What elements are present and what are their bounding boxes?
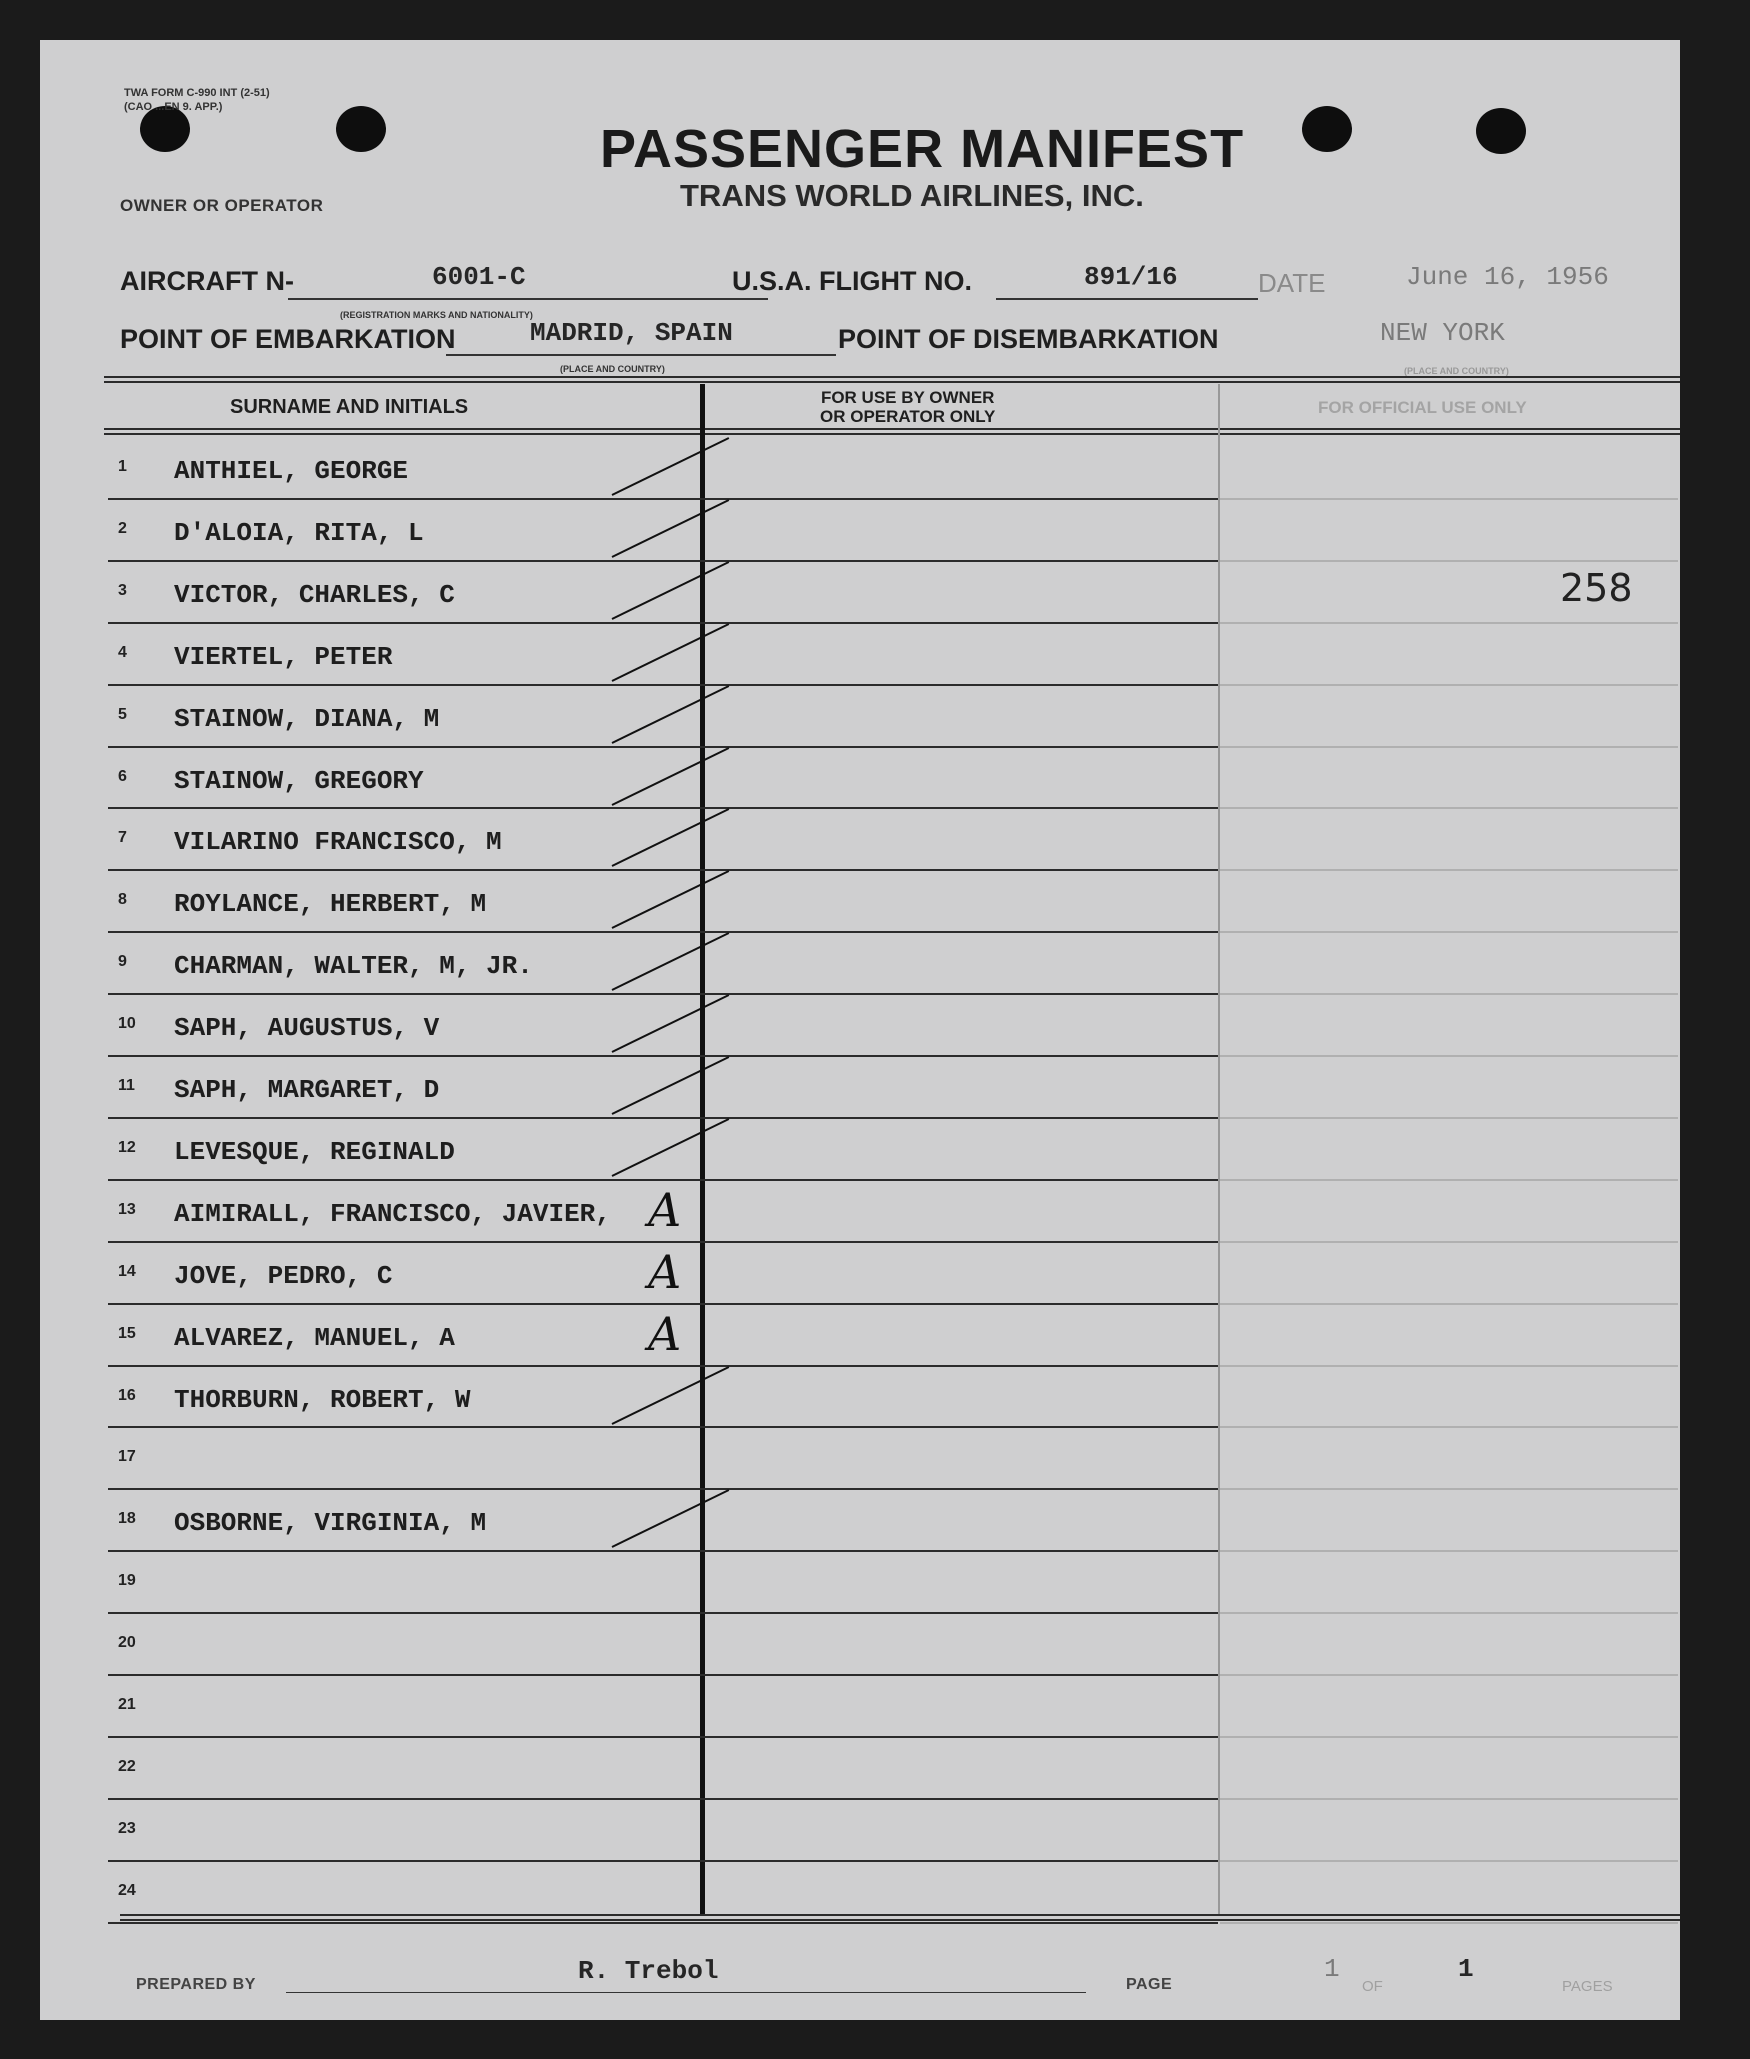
row-rule-official	[1220, 1055, 1678, 1057]
col-owner-use-line2: OR OPERATOR ONLY	[820, 407, 996, 426]
row-rule-official	[1220, 1736, 1678, 1738]
row-rule	[108, 1860, 1218, 1862]
passenger-name: ALVAREZ, MANUEL, A	[174, 1322, 455, 1353]
page-title: PASSENGER MANIFEST	[600, 119, 1245, 179]
passenger-name: ROYLANCE, HERBERT, M	[174, 889, 487, 920]
place-note-2: (PLACE AND COUNTRY)	[1404, 366, 1509, 376]
check-mark	[612, 1366, 730, 1425]
row-rule-official	[1220, 498, 1678, 500]
prepared-by-value: R. Trebol	[578, 1956, 719, 1986]
row-rule	[108, 1612, 1218, 1614]
row-rule	[108, 560, 1218, 562]
row-rule	[108, 1117, 1218, 1119]
row-rule-official	[1220, 1426, 1678, 1428]
passenger-name: CHARMAN, WALTER, M, JR.	[174, 951, 533, 982]
row-rule-official	[1220, 1674, 1678, 1676]
row-number: 12	[118, 1138, 136, 1156]
form-id-line2: (CAO ...EN 9. APP.)	[124, 101, 223, 113]
check-mark	[612, 932, 730, 991]
row-rule-official	[1220, 1798, 1678, 1800]
passenger-name: STAINOW, DIANA, M	[174, 703, 440, 734]
owner-label: OWNER OR OPERATOR	[120, 196, 324, 215]
form-id-line1: TWA FORM C-990 INT (2-51)	[124, 87, 270, 99]
row-number: 7	[118, 829, 127, 847]
row-number: 16	[118, 1386, 136, 1404]
row-rule	[108, 1055, 1218, 1057]
row-rule-official	[1220, 993, 1678, 995]
row-rule	[108, 684, 1218, 686]
row-rule	[108, 1241, 1218, 1243]
row-rule	[108, 498, 1218, 500]
check-mark	[612, 1056, 730, 1115]
date-value: June 16, 1956	[1406, 262, 1609, 292]
row-rule-official	[1220, 560, 1678, 562]
check-mark	[612, 809, 730, 868]
row-rule-official	[1220, 1241, 1678, 1243]
row-rule-official	[1220, 622, 1678, 624]
flight-value: 891/16	[1084, 262, 1178, 292]
passenger-name: VILARINO FRANCISCO, M	[174, 827, 502, 858]
row-number: 1	[118, 458, 127, 475]
check-mark	[612, 1118, 730, 1177]
disembarkation-label: POINT OF DISEMBARKATION	[838, 324, 1219, 354]
row-number: 15	[118, 1324, 136, 1342]
row-rule	[108, 1550, 1218, 1552]
row-rule	[108, 807, 1218, 809]
passenger-name: VIERTEL, PETER	[174, 641, 393, 672]
row-rule	[108, 622, 1218, 624]
embarkation-value: MADRID, SPAIN	[530, 318, 733, 348]
row-rule-official	[1220, 1488, 1678, 1490]
date-label: DATE	[1258, 268, 1326, 298]
row-rule	[108, 931, 1218, 933]
passenger-name: THORBURN, ROBERT, W	[174, 1384, 471, 1415]
row-rule	[108, 1674, 1218, 1676]
passenger-name: SAPH, MARGARET, D	[174, 1075, 440, 1105]
row-number: 17	[118, 1448, 136, 1466]
check-mark	[612, 1489, 730, 1548]
check-mark	[612, 994, 730, 1053]
form-id	[124, 86, 270, 114]
row-rule	[108, 1303, 1218, 1305]
manifest-sheet	[40, 40, 1680, 2020]
row-rule	[108, 1736, 1218, 1738]
page-value: 1	[1324, 1954, 1340, 1984]
check-mark	[612, 747, 730, 806]
row-number: 4	[118, 643, 127, 661]
check-mark	[612, 499, 730, 558]
punch-hole-4	[1476, 108, 1526, 154]
col-official: FOR OFFICIAL USE ONLY	[1318, 398, 1527, 417]
row-rule-official	[1220, 931, 1678, 933]
row-rule-official	[1220, 1550, 1678, 1552]
passenger-name: ANTHIEL, GEORGE	[174, 456, 409, 486]
check-mark	[612, 561, 730, 620]
passenger-name: LEVESQUE, REGINALD	[174, 1136, 455, 1167]
row-rule-official	[1220, 869, 1678, 871]
page-label: PAGE	[1126, 1976, 1173, 1993]
row-number: 24	[118, 1881, 136, 1899]
col-surname: SURNAME AND INITIALS	[230, 396, 469, 418]
row-number: 9	[118, 953, 127, 971]
row-rule-official	[1220, 1117, 1678, 1119]
passenger-name: JOVE, PEDRO, C	[174, 1260, 393, 1291]
col-owner-use-line1: FOR USE BY OWNER	[820, 388, 995, 407]
mark-a: A	[648, 1244, 682, 1299]
row-number: 10	[118, 1015, 136, 1033]
row-number: 2	[118, 519, 127, 537]
row-number: 21	[118, 1696, 136, 1713]
passenger-name: VICTOR, CHARLES, C	[174, 579, 455, 610]
row-number: 22	[118, 1757, 136, 1775]
row-rule-official	[1220, 1860, 1678, 1862]
row-number: 18	[118, 1510, 136, 1528]
row-rule-official	[1220, 1612, 1678, 1614]
row-rule-official	[1220, 746, 1678, 748]
row-number: 11	[118, 1077, 135, 1094]
row-rule-official	[1220, 1303, 1678, 1305]
row-number: 3	[118, 581, 127, 599]
check-mark	[612, 437, 730, 496]
row-rule	[108, 1179, 1218, 1181]
row-number: 8	[118, 891, 127, 909]
aircraft-value: 6001-C	[432, 262, 526, 292]
row-rule-official	[1220, 1922, 1678, 1924]
row-rule	[108, 1426, 1218, 1428]
registration-note: (REGISTRATION MARKS AND NATIONALITY)	[340, 310, 533, 320]
passenger-name: SAPH, AUGUSTUS, V	[174, 1013, 440, 1044]
passenger-name: AIMIRALL, FRANCISCO, JAVIER,	[174, 1198, 611, 1229]
punch-hole-2	[336, 106, 386, 152]
disembarkation-value: NEW YORK	[1380, 318, 1505, 348]
row-number: 14	[118, 1262, 136, 1280]
prepared-by-label: PREPARED BY	[136, 1976, 256, 1993]
row-rule-official	[1220, 1365, 1678, 1367]
punch-hole-3	[1302, 106, 1352, 152]
flight-label: U.S.A. FLIGHT NO.	[732, 266, 972, 296]
row-number: 19	[118, 1572, 136, 1590]
mark-a: A	[648, 1182, 682, 1237]
check-mark	[612, 623, 730, 682]
pages-value: 1	[1458, 1954, 1474, 1984]
embarkation-label: POINT OF EMBARKATION	[120, 324, 456, 354]
mark-a: A	[648, 1306, 682, 1361]
row-rule-official	[1220, 1179, 1678, 1181]
pages-label: PAGES	[1562, 1978, 1613, 1995]
row-rule	[108, 869, 1218, 871]
check-mark	[612, 870, 730, 929]
row-rule-official	[1220, 807, 1678, 809]
passenger-name: OSBORNE, VIRGINIA, M	[174, 1508, 487, 1539]
row-rule	[108, 1365, 1218, 1367]
row-rule	[108, 746, 1218, 748]
of-label: OF	[1362, 1978, 1383, 1995]
row-number: 20	[118, 1634, 136, 1652]
passenger-name: STAINOW, GREGORY	[174, 765, 424, 796]
row-number: 13	[118, 1200, 136, 1218]
row-rule	[108, 1798, 1218, 1800]
row-rule	[108, 993, 1218, 995]
col-owner-use	[820, 388, 995, 426]
divider-official	[1218, 384, 1220, 1914]
row-number: 23	[118, 1819, 136, 1837]
official-number: 258	[1560, 566, 1633, 610]
row-number: 5	[118, 705, 127, 723]
airline-name: TRANS WORLD AIRLINES, INC.	[680, 178, 1144, 213]
place-note: (PLACE AND COUNTRY)	[560, 364, 665, 374]
check-mark	[612, 685, 730, 744]
row-rule-official	[1220, 684, 1678, 686]
passenger-name: D'ALOIA, RITA, L	[174, 517, 424, 548]
aircraft-label: AIRCRAFT N-	[120, 266, 294, 296]
row-rule	[108, 1922, 1218, 1924]
row-rule	[108, 1488, 1218, 1490]
row-number: 6	[118, 767, 127, 785]
divider-names	[700, 384, 705, 1914]
